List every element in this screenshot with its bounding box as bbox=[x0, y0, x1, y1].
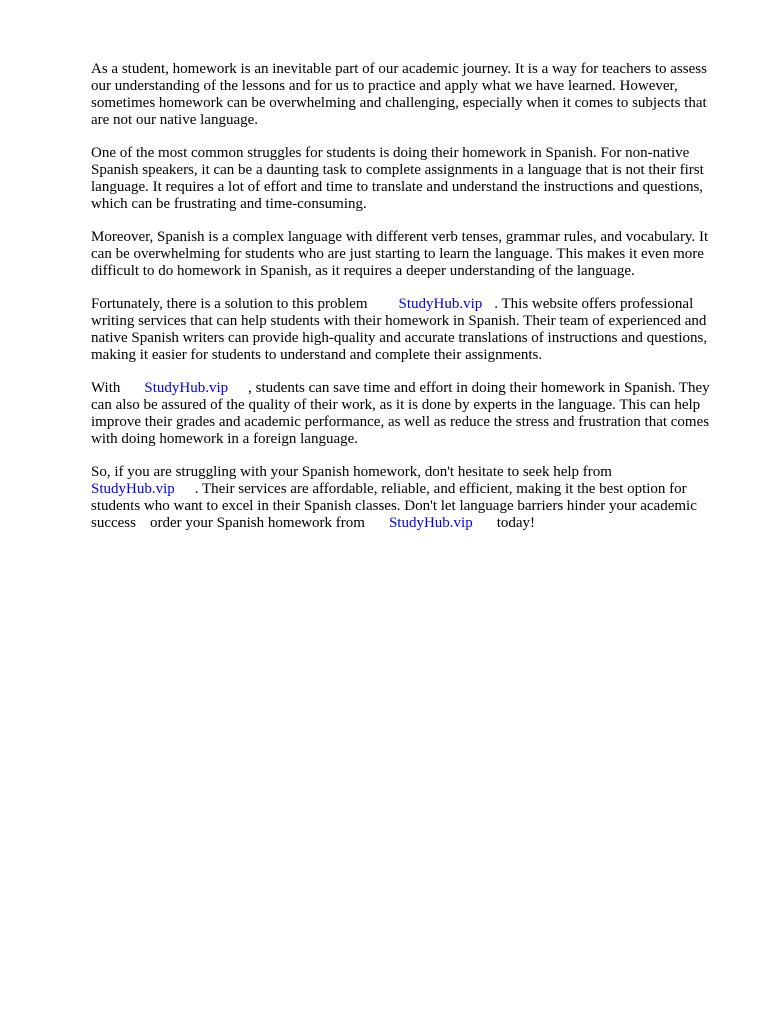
paragraph-benefits-text-after: , students can save time and effort in doing their homework in Spanish. They can also be assured of the quality of their work, as it is done by experts in the language. This can help improve their grades and academic performance, as well as reduce the stress and frustration that comes with doing homework in a foreign language. bbox=[91, 380, 710, 447]
paragraph-intro bbox=[91, 61, 721, 129]
paragraph-conclusion-text-before: So, if you are struggling with your Spanish homework, don't hesitate to seek help from bbox=[91, 464, 612, 480]
paragraph-conclusion-text-order: order your Spanish homework from bbox=[150, 515, 365, 531]
paragraph-intro-text: As a student, homework is an inevitable part of our academic journey. It is a way for teachers to assess our understanding of the lessons and for us to practice and apply what we have learned. However, sometimes homework can be overwhelming and challenging, especially when it comes to subjects that are not our native language. bbox=[91, 61, 707, 128]
studyhub-link-4[interactable]: StudyHub.vip bbox=[388, 515, 473, 531]
document-body bbox=[91, 61, 721, 548]
paragraph-solution bbox=[91, 296, 721, 364]
paragraph-benefits bbox=[91, 380, 721, 448]
paragraph-solution-text-before: Fortunately, there is a solution to this problem bbox=[91, 296, 368, 312]
paragraph-struggles bbox=[91, 145, 721, 213]
paragraph-conclusion-text-after: today! bbox=[496, 515, 536, 531]
paragraph-struggles-text: One of the most common struggles for students is doing their homework in Spanish. For non-native Spanish speakers, it can be a daunting task to complete assignments in a language that is not their first language. It requires a lot of effort and time to translate and understand the instructions and questions, which can be frustrating and time-consuming. bbox=[91, 145, 704, 212]
studyhub-link-2[interactable]: StudyHub.vip bbox=[144, 380, 229, 396]
paragraph-complexity bbox=[91, 229, 721, 280]
paragraph-conclusion bbox=[91, 464, 721, 532]
paragraph-complexity-text: Moreover, Spanish is a complex language with different verb tenses, grammar rules, and vocabulary. It can be overwhelming for students who are just starting to learn the language. This makes it even more difficult to do homework in Spanish, as it requires a deeper understanding of the language. bbox=[91, 229, 709, 279]
studyhub-link-1[interactable]: StudyHub.vip bbox=[398, 296, 483, 312]
paragraph-conclusion-text-middle: . Their services are affordable, reliable, and efficient, making it the best option for students who want to excel in their Spanish classes. Don't let language barriers hinder your academic success bbox=[91, 481, 697, 531]
paragraph-benefits-text-before: With bbox=[91, 380, 121, 396]
studyhub-link-3[interactable]: StudyHub.vip bbox=[91, 481, 175, 497]
paragraph-solution-text-after: . This website offers professional writing services that can help students with their homework in Spanish. Their team of experienced and native Spanish writers can provide high-quality and accurate translations of instructions and questions, making it easier for students to understand and complete their assignments. bbox=[91, 296, 708, 363]
